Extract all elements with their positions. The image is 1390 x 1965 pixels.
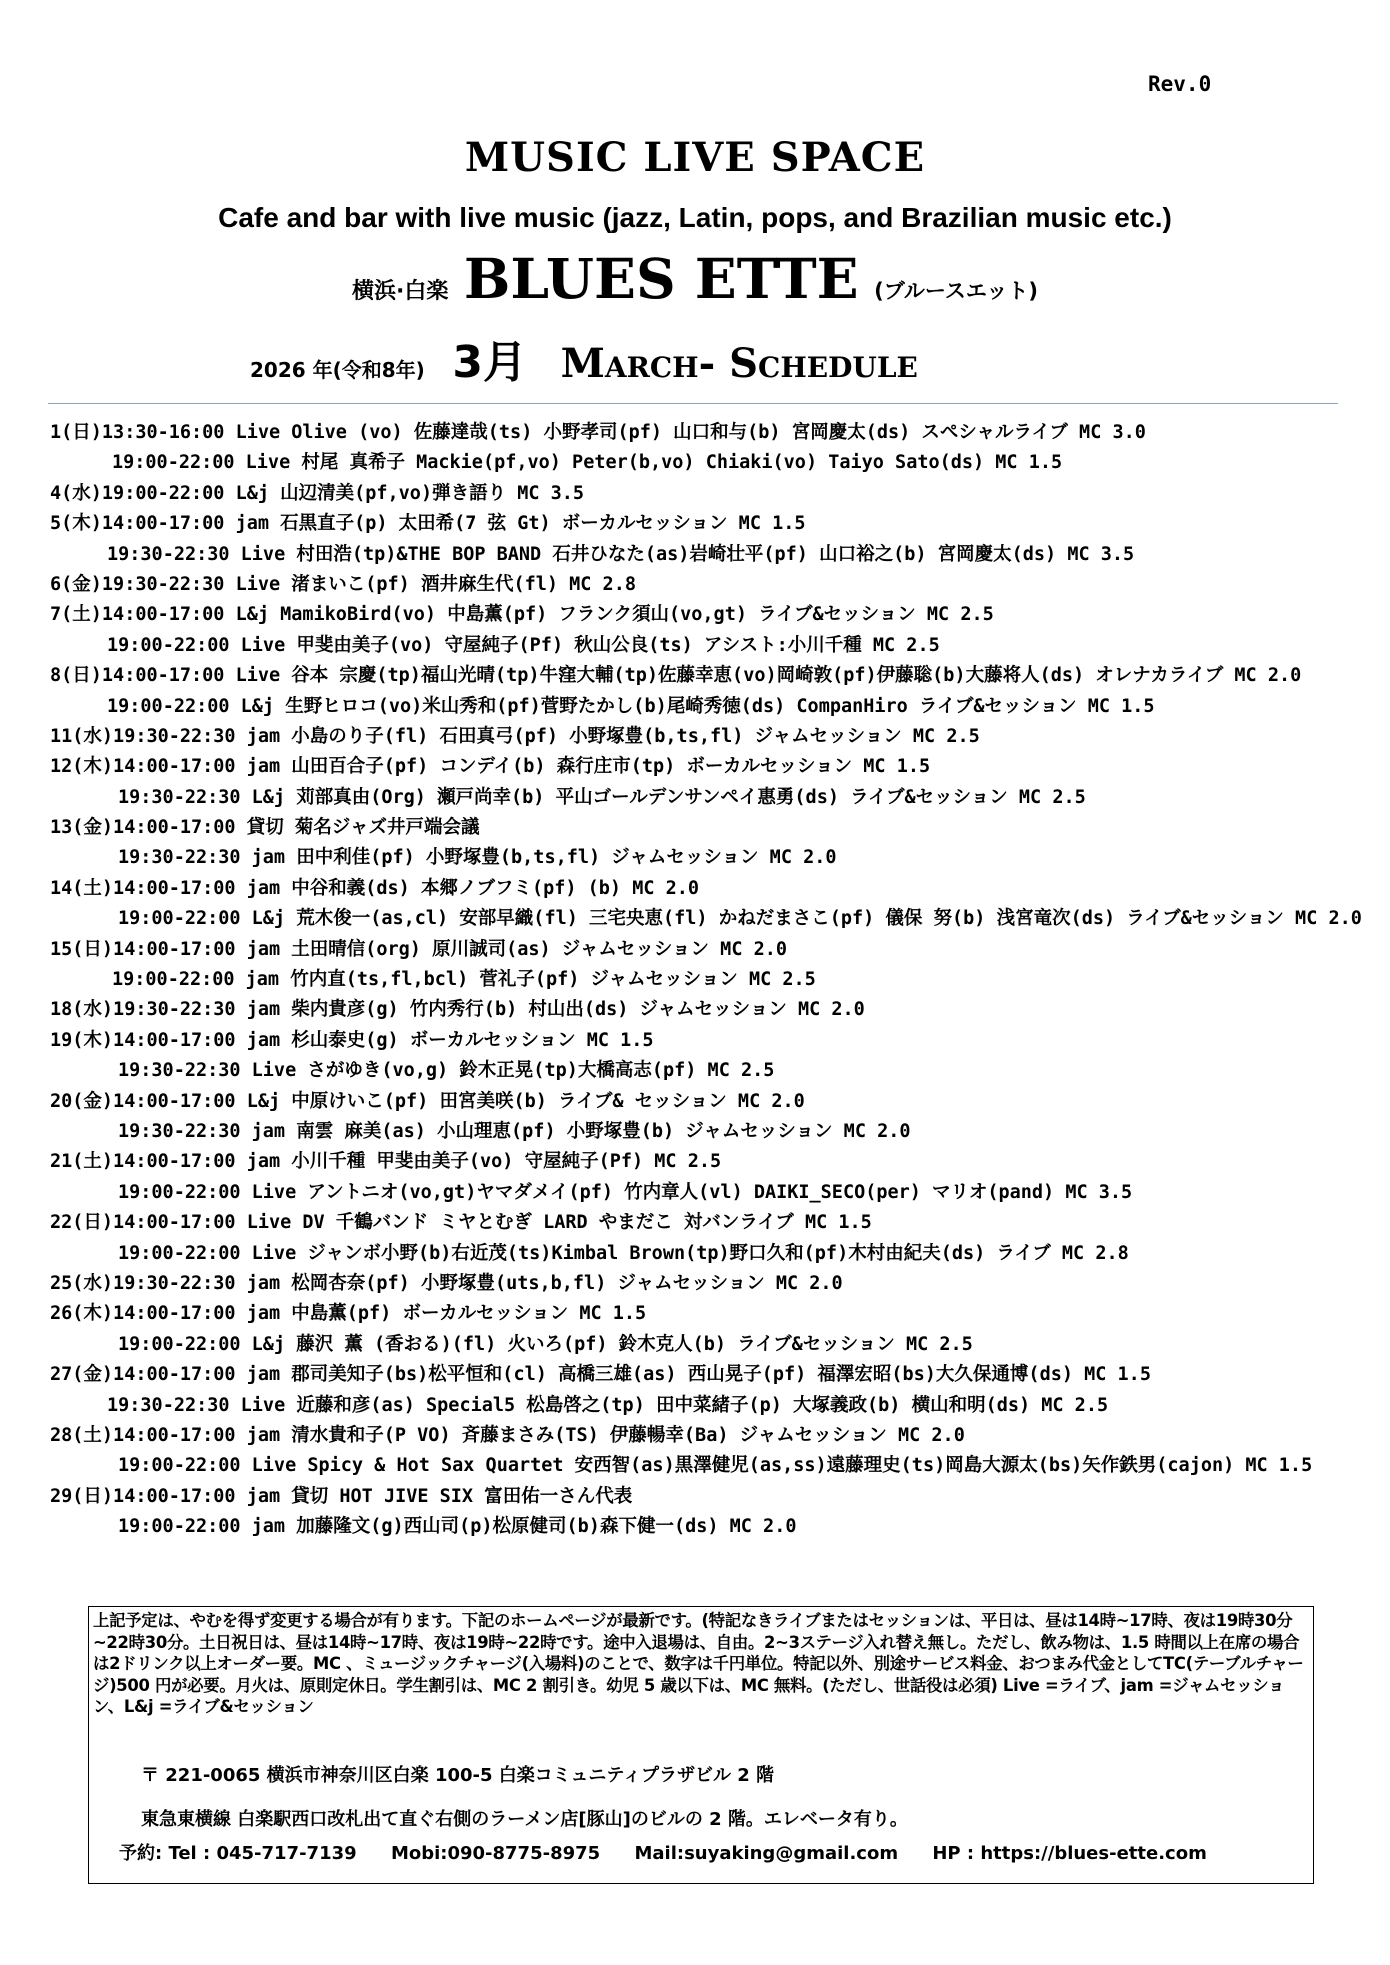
schedule-row: 11(水)19:30-22:30 jam 小島のり子(fl) 石田真弓(pf) 小野塚豊(b,ts,fl) ジャムセッション MC 2.5 bbox=[50, 725, 980, 747]
schedule-row: 4(水)19:00-22:00 L&j 山辺清美(pf,vo)弾き語り MC 3.5 bbox=[50, 482, 585, 504]
address-line: 〒 221-0065 横浜市神奈川区白楽 100-5 白楽コミュニティプラザビル 2 階 bbox=[141, 1765, 775, 1786]
year-label: 2026 年(令和8年) bbox=[250, 358, 425, 382]
tel-text: 予約: Tel : 045-717-7139 bbox=[119, 1843, 357, 1864]
schedule-row: 8(日)14:00-17:00 Live 谷本 宗慶(tp)福山光晴(tp)牛窪大輔(tp)佐藤幸恵(vo)岡崎敦(pf)伊藤聡(b)大藤将人(ds) オレナカライブ MC 2.0 bbox=[50, 665, 1302, 687]
schedule-row: 20(金)14:00-17:00 L&j 中原けいこ(pf) 田宮美咲(b) ライブ& セッション MC 2.0 bbox=[50, 1090, 805, 1112]
schedule-row: 22(日)14:00-17:00 Live DV 千鶴バンド ミヤとむぎ LARD やまだこ 対バンライブ MC 1.5 bbox=[50, 1212, 872, 1234]
schedule-label: March- Schedule bbox=[560, 340, 918, 387]
schedule-row: 19:30-22:30 Live 近藤和彦(as) Special5 松島啓之(tp) 田中菜緒子(p) 大塚義政(b) 横山和明(ds) MC 2.5 bbox=[107, 1394, 1109, 1416]
mobile-text: Mobi:090-8775-8975 bbox=[390, 1843, 601, 1864]
schedule-row: 6(金)19:30-22:30 Live 渚まいこ(pf) 酒井麻生代(fl) MC 2.8 bbox=[50, 573, 636, 595]
schedule-row: 19:30-22:30 jam 南雲 麻美(as) 小山理恵(pf) 小野塚豊(b) ジャムセッション MC 2.0 bbox=[118, 1120, 911, 1142]
schedule-row: 1(日)13:30-16:00 Live Olive (vo) 佐藤達哉(ts) 小野孝司(pf) 山口和与(b) 宮岡慶太(ds) スペシャルライブ MC 3.0 bbox=[50, 422, 1146, 443]
schedule-heading bbox=[250, 326, 918, 390]
schedule-row: 18(水)19:30-22:30 jam 柴内貴彦(g) 竹内秀行(b) 村山出(ds) ジャムセッション MC 2.0 bbox=[50, 999, 865, 1021]
schedule-row: 12(木)14:00-17:00 jam 山田百合子(pf) コンデイ(b) 森行庄市(tp) ボーカルセッション MC 1.5 bbox=[50, 756, 931, 778]
notes-box bbox=[88, 1606, 1314, 1884]
venue-name: BLUES ETTE bbox=[463, 246, 859, 311]
schedule-row: 7(土)14:00-17:00 L&j MamikoBird(vo) 中島薫(pf) フランク須山(vo,gt) ライブ&セッション MC 2.5 bbox=[50, 604, 994, 626]
venue-kana: (ブルースエット) bbox=[874, 279, 1039, 303]
mail-link[interactable]: Mail:suyaking@gmail.com bbox=[634, 1843, 899, 1864]
schedule-row: 27(金)14:00-17:00 jam 郡司美知子(bs)松平恒和(cl) 高橋三雄(as) 西山晃子(pf) 福澤宏昭(bs)大久保通博(ds) MC 1.5 bbox=[50, 1364, 1151, 1386]
schedule-row: 28(土)14:00-17:00 jam 清水貴和子(P VO) 斉藤まさみ(TS) 伊藤暢幸(Ba) ジャムセッション MC 2.0 bbox=[50, 1424, 965, 1446]
schedule-row: 25(水)19:30-22:30 jam 松岡杏奈(pf) 小野塚豊(uts,b,fl) ジャムセッション MC 2.0 bbox=[50, 1272, 843, 1294]
schedule-row: 19:30-22:30 Live 村田浩(tp)&THE BOP BAND 石井ひなた(as)岩崎壮平(pf) 山口裕之(b) 宮岡慶太(ds) MC 3.5 bbox=[107, 543, 1135, 565]
schedule-row: 13(金)14:00-17:00 貸切 菊名ジャズ井戸端会議 bbox=[50, 817, 480, 839]
schedule-row: 19:30-22:30 L&j 苅部真由(Org) 瀬戸尚幸(b) 平山ゴールデンサンペイ惠勇(ds) ライブ&セッション MC 2.5 bbox=[118, 786, 1086, 808]
schedule-row: 5(木)14:00-17:00 jam 石黒直子(p) 太田希(7 弦 Gt) ボーカルセッション MC 1.5 bbox=[50, 513, 806, 535]
notes-paragraph: 上記予定は、やむを得ず変更する場合が有ります。下記のホームページが最新です。(特記なきライブまたはセッションは、平日は、昼は14時~17時、夜は19時30分~22時30分。土日祝日は、昼は14時~17時、夜は19時~22時です。途中入退場は、自由。2~3ステージ入れ替え無し。ただし、飲み物は、1.5 時間以上在席の場合は2ドリンク以上オーダー要。MC 、ミュージックチャージ(入場料)のことで、数字は千円単位。特記以外、別途サービス料金、おつまみ代金としてTC(テーブルチャージ)500 円が必要。月火は、原則定休日。学生割引は、MC 2 割引き。幼児 5 歳以下は、MC 無料。(ただし、世話役は必須) Live =ライブ、jam =ジャムセッション、L&j =ライブ&セッション bbox=[93, 1611, 1304, 1716]
venue-line bbox=[0, 246, 1390, 311]
schedule-row: 19(木)14:00-17:00 jam 杉山泰史(g) ボーカルセッション MC 1.5 bbox=[50, 1029, 654, 1051]
schedule-list bbox=[50, 418, 1362, 1542]
schedule-row: 19:30-22:30 jam 田中利佳(pf) 小野塚豊(b,ts,fl) ジャムセッション MC 2.0 bbox=[118, 847, 837, 869]
schedule-row: 29(日)14:00-17:00 jam 貸切 HOT JIVE SIX 富田佑一さん代表 bbox=[50, 1485, 633, 1507]
rev-label: Rev.0 bbox=[1148, 72, 1212, 96]
page-subtitle: Cafe and bar with live music (jazz, Latin, pops, and Brazilian music etc.) bbox=[218, 202, 1172, 233]
schedule-row: 19:00-22:00 Live Spicy & Hot Sax Quartet 安西智(as)黒澤健児(as,ss)遠藤理史(ts)岡島大源太(bs)矢作鉄男(cajon) MC 1.5 bbox=[118, 1455, 1313, 1477]
schedule-row: 19:00-22:00 L&j 荒木俊一(as,cl) 安部早織(fl) 三宅央恵(fl) かねだまさこ(pf) 儀保 努(b) 浅宮竜次(ds) ライブ&セッション MC 2.0 bbox=[118, 908, 1362, 930]
schedule-row: 14(土)14:00-17:00 jam 中谷和義(ds) 本郷ノブフミ(pf) (b) MC 2.0 bbox=[50, 877, 700, 899]
venue-location: 横浜·白楽 bbox=[351, 279, 449, 304]
schedule-row: 19:00-22:00 jam 加藤隆文(g)西山司(p)松原健司(b)森下健一(ds) MC 2.0 bbox=[118, 1516, 797, 1538]
page-title: MUSIC LIVE SPACE bbox=[464, 134, 926, 181]
schedule-row: 19:00-22:00 jam 竹内直(ts,fl,bcl) 菅礼子(pf) ジャムセッション MC 2.5 bbox=[112, 969, 816, 991]
access-line: 東急東横線 白楽駅西口改札出て直ぐ右側のラーメン店[豚山]のビルの 2 階。エレベータ有り。 bbox=[141, 1809, 908, 1830]
schedule-row: 19:00-22:00 L&j 生野ヒロコ(vo)米山秀和(pf)菅野たかし(b)尾崎秀徳(ds) CompanHiro ライブ&セッション MC 1.5 bbox=[107, 695, 1155, 717]
schedule-row: 26(木)14:00-17:00 jam 中島薫(pf) ボーカルセッション MC 1.5 bbox=[50, 1303, 647, 1325]
contact-line bbox=[119, 1839, 1299, 1865]
schedule-row: 15(日)14:00-17:00 jam 土田晴信(org) 原川誠司(as) ジャムセッション MC 2.0 bbox=[50, 938, 788, 960]
schedule-row: 21(土)14:00-17:00 jam 小川千種 甲斐由美子(vo) 守屋純子(Pf) MC 2.5 bbox=[50, 1151, 722, 1173]
hp-link[interactable]: HP : https://blues-ette.com bbox=[932, 1843, 1207, 1864]
divider bbox=[48, 403, 1338, 404]
schedule-row: 19:00-22:00 L&j 藤沢 薫 (香おる)(fl) 火いろ(pf) 鈴木克人(b) ライブ&セッション MC 2.5 bbox=[118, 1333, 973, 1355]
schedule-row: 19:00-22:00 Live ジャンボ小野(b)右近茂(ts)Kimbal Brown(tp)野口久和(pf)木村由紀夫(ds) ライブ MC 2.8 bbox=[118, 1242, 1129, 1264]
schedule-row: 19:00-22:00 Live 村尾 真希子 Mackie(pf,vo) Peter(b,vo) Chiaki(vo) Taiyo Sato(ds) MC 1.5 bbox=[112, 452, 1063, 474]
schedule-row: 19:00-22:00 Live アントニオ(vo,gt)ヤマダメイ(pf) 竹内章人(vl) DAIKI_SECO(per) マリオ(pand) MC 3.5 bbox=[118, 1181, 1133, 1203]
schedule-row: 19:00-22:00 Live 甲斐由美子(vo) 守屋純子(Pf) 秋山公良(ts) アシスト:小川千種 MC 2.5 bbox=[107, 634, 940, 656]
schedule-row: 19:30-22:30 Live さがゆき(vo,g) 鈴木正晃(tp)大橋高志(pf) MC 2.5 bbox=[118, 1060, 775, 1082]
month-label: 3月 bbox=[452, 337, 528, 388]
